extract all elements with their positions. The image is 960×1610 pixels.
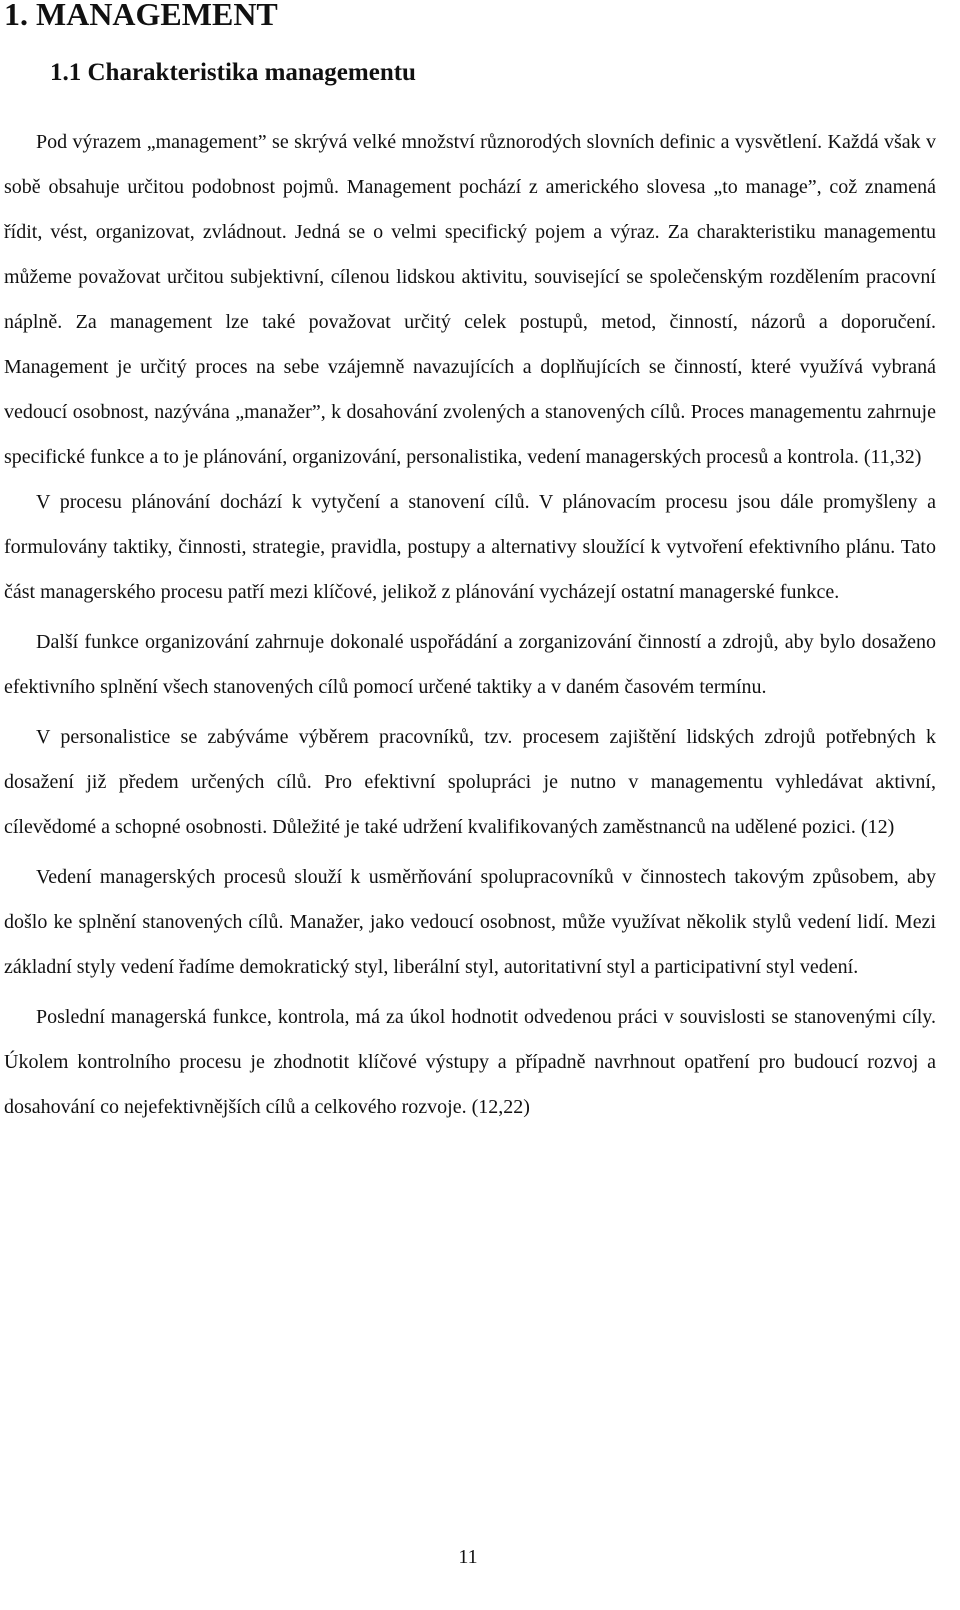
page-number: 11 [458, 1546, 478, 1568]
paragraph-control: Poslední managerská funkce, kontrola, má za úkol hodnotit odvedenou práci v souvislosti se stanovenými cíly. Úkolem kontrolního procesu je zhodnotit klíčové výstupy a případně navrhnout opatření pro budoucí rozvoj a dosahování co nejefektivnějších cílů a celkového rozvoje. (12,22) [4, 1006, 936, 1118]
paragraph-planning: V procesu plánování dochází k vytyčení a stanovení cílů. V plánovacím procesu jsou dále promyšleny a formulovány taktiky, činnosti, strategie, pravidla, postupy a alternativy sloužící k vytvoření efektivního plánu. Tato část managerského procesu patří mezi klíčové, jelikož z plánování vycházejí ostatní managerské funkce. [4, 491, 936, 603]
paragraph-definition: Pod výrazem „management” se skrývá velké množství různorodých slovních definic a vysvětlení. Každá však v sobě obsahuje určitou podobnost pojmů. Management pochází z amerického slovesa „to manage”, což znamená řídit, vést, organizovat, zvládnout. Jedná se o velmi specifický pojem a výraz. Za charakteristiku managementu můžeme považovat určitou subjektivní, cílenou lidskou aktivitu, související se společenským rozdělením pracovní náplně. Za management lze také považovat určitý celek postupů, metod, činností, názorů a doporučení. Management je určitý proces na sebe vzájemně navazujících a doplňujících se činností, které využívá vybraná vedoucí osobnost, nazývána „manažer”, k dosahování zvolených a stanovených cílů. Proces managementu zahrnuje specifické funkce a to je plánování, organizování, personalistika, vedení managerských procesů a kontrola. (11,32) [4, 131, 936, 468]
paragraph-personnel: V personalistice se zabýváme výběrem pracovníků, tzv. procesem zajištění lidských zdrojů potřebných k dosažení již předem určených cílů. Pro efektivní spolupráci je nutno v managementu vyhledávat aktivní, cílevědomé a schopné osobnosti. Důležité je také udržení kvalifikovaných zaměstnanců na udělené pozici. (12) [4, 726, 936, 838]
paragraph-leading: Vedení managerských procesů slouží k usměrňování spolupracovníků v činnostech takovým způsobem, aby došlo ke splnění stanovených cílů. Manažer, jako vedoucí osobnost, může využívat několik stylů vedení lidí. Mezi základní styly vedení řadíme demokratický styl, liberální styl, autoritativní styl a participativní styl vedení. [4, 866, 936, 978]
paragraph-organizing: Další funkce organizování zahrnuje dokonalé uspořádání a zorganizování činností a zdrojů, aby bylo dosaženo efektivního splnění všech stanovených cílů pomocí určené taktiky a v daném časovém termínu. [4, 631, 936, 698]
chapter-heading: 1. MANAGEMENT [4, 0, 278, 32]
section-heading: 1.1 Charakteristika managementu [50, 59, 416, 86]
body-text [4, 120, 936, 1130]
